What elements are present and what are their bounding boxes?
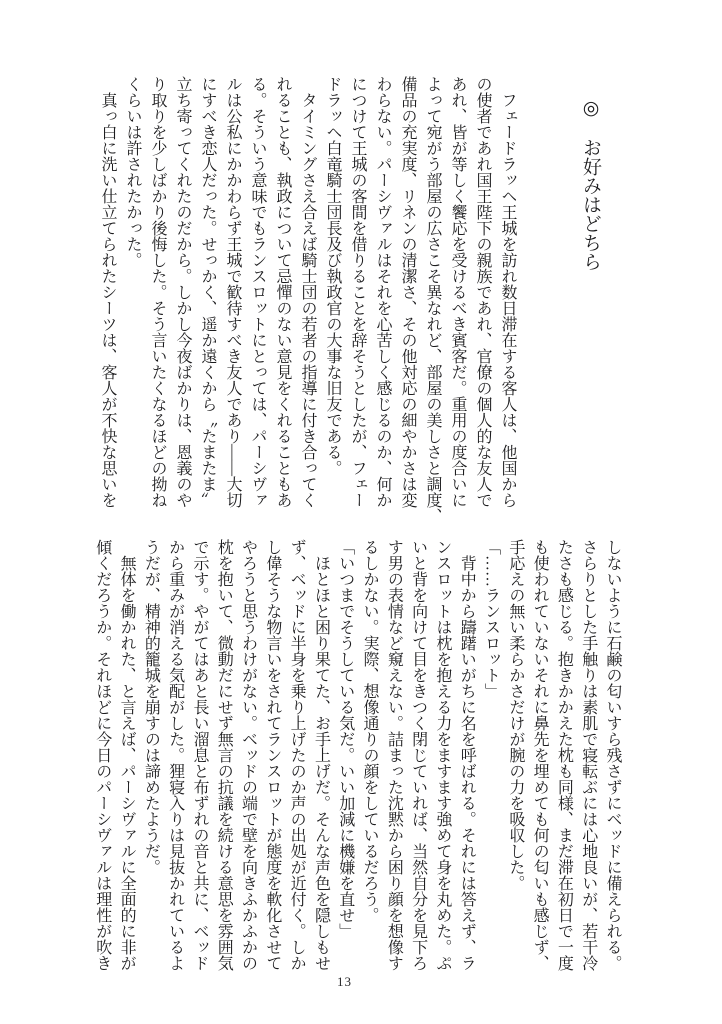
text-line: れることも、執政について忌憚のない意見をくれることもあ <box>274 76 291 508</box>
text-line: タイミングさえ合えば騎士団の若者の指導に付き合ってく <box>299 76 316 508</box>
story-title: ◎ お好みはどちら <box>580 97 601 271</box>
text-line: ンスロットは枕を抱える力をますます強めて身を丸めた。ぷ <box>433 539 451 971</box>
text-line: す男の表情など窺えない。詰まった沈黙から困り顔を想像す <box>385 539 403 971</box>
text-line: しないように石鹸の匂いすら残さずにベッドに備えられる。 <box>604 539 621 971</box>
text-line: やろうと思うわけがない。ベッドの端で壁を向きふかふかの <box>239 539 257 971</box>
text-line: ず、ベッドに半身を乗り上げたのか声の出処が近付く。しか <box>288 539 306 971</box>
text-line: あれ、皆が等しく饗応を受けるべき賓客だ。重用の度合いに <box>449 76 466 508</box>
text-line: も使われていないそれに鼻先を埋めても何の匂いも感じず、 <box>531 539 549 971</box>
text-line: 背中から躊躇いがちに名を呼ばれる。それには答えず、ラ <box>458 539 476 971</box>
text-line: ほとほと困り果てた、お手上げだ。そんな声色を隠しもせ <box>312 539 330 971</box>
text-line: ルは公私にかかわらず王城で歓待すべき友人であり――大切 <box>224 76 241 508</box>
text-line: 立ち寄ってくれたのだから。しかし今夜ばかりは、恩義のや <box>174 76 191 508</box>
page-number: 13 <box>337 974 352 989</box>
text-line: 手応えの無い柔らかさだけが腕の力を吸収した。 <box>506 539 524 891</box>
text-line: につけて王城の客間を借りることを辞そうとしたが、フェー <box>349 76 366 508</box>
text-line: さらりとした手触りは素肌で寝転ぶには心地良いが、若干冷 <box>579 539 597 971</box>
text-line: 真っ白に洗い仕立てられたシーツは、客人が不快な思いを <box>99 76 116 508</box>
text-line: るしかない。実際、想像通りの顔をしているだろう。 <box>361 539 379 923</box>
text-line: し偉そうな物言いをされてランスロットが態度を軟化させて <box>263 539 281 971</box>
text-line: たさも感じる。抱きかかえた枕も同様、まだ滞在初日で一度 <box>555 539 573 971</box>
text-line: で示す。やがてはあと長い溜息と布ずれの音と共に、ベッド <box>190 539 208 971</box>
text-line: 無体を働かれた、と言えば、パーシヴァルに全面的に非が <box>118 539 136 971</box>
text-line: る。そういう意味でもランスロットにとっては、パーシヴァ <box>249 76 266 508</box>
text-line: フェードラッヘ王城を訪れ数日滞在する客人は、他国から <box>499 76 516 508</box>
text-line: にすべき恋人だった。せっかく、遥か遠くから〝たまたま〟 <box>199 76 216 508</box>
text-line: くらいは許されたかった。 <box>124 76 141 268</box>
text-line: わらない。パーシヴァルはそれを心苦しく感じるのか、何か <box>374 76 391 508</box>
text-line: から重みが消える気配がした。狸寝入りは見抜かれているよ <box>166 539 184 971</box>
text-line: いと背を向けて目をきつく閉じていれば、当然自分を見下ろ <box>409 539 427 971</box>
text-line: 備品の充実度、リネンの清潔さ、その他対応の細やかさは変 <box>399 76 416 508</box>
text-line: の使者であれ国王陛下の親族であれ、官僚の個人的な友人で <box>474 76 491 508</box>
text-line: うだが、精神的籠城を崩すのは諦めたようだ。 <box>142 539 160 875</box>
text-line: り取りを少しばかり後悔した。そう言いたくなるほどの拗ね <box>149 76 166 508</box>
text-line: 「いつまでそうしている気だ。いい加減に機嫌を直せ」 <box>336 539 354 939</box>
text-line: 枕を抱いて、微動だにせず無言の抗議を続ける意思を雰囲気 <box>215 539 233 971</box>
story-text-lower-block <box>89 539 624 993</box>
text-line: よって宛がう部屋の広さこそ異なれど、部屋の美しさと調度、 <box>424 76 441 524</box>
text-line: 傾くだろうか。それほどに今日のパーシヴァルは理性が吹き <box>93 539 111 971</box>
text-line: ドラッヘ白竜騎士団長及び執政官の大事な旧友である。 <box>324 76 341 476</box>
story-text-upper-block <box>95 76 520 530</box>
text-line: 「……ランスロット」 <box>482 539 500 699</box>
